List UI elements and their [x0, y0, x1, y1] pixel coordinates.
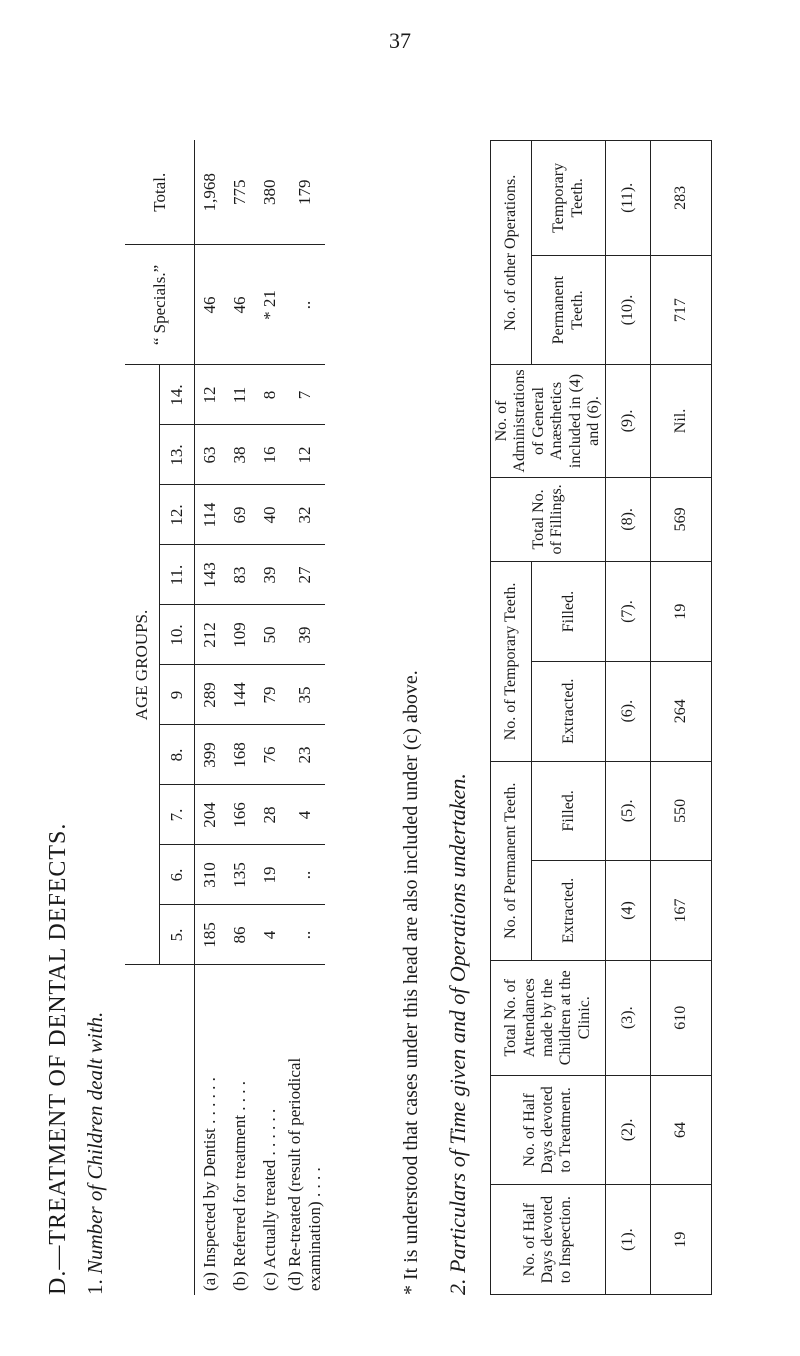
- header-cell: No. of Half Days devoted to Treatment.: [491, 1075, 606, 1185]
- cell: Nil.: [651, 365, 712, 477]
- header-cell: Extracted.: [532, 661, 606, 761]
- table-row: [195, 140, 226, 1295]
- column-number: (8).: [606, 477, 651, 562]
- age-groups-header: AGE GROUPS.: [125, 365, 160, 965]
- cell: 19: [651, 562, 712, 662]
- cell: 27: [285, 545, 325, 605]
- cell: 11: [225, 365, 255, 425]
- header-cell: Temporary Teeth.: [532, 141, 606, 256]
- total-cell: 775: [230, 179, 249, 205]
- subtitle-2-text: Particulars of Time given and of Operations undertaken.: [445, 773, 470, 1273]
- row-label: (b) Referred for treatment . . . .: [225, 965, 255, 1295]
- cell: 4: [285, 785, 325, 845]
- cell: 12: [195, 365, 226, 425]
- header-cell: No. of Half Days devoted to Inspection.: [491, 1185, 606, 1295]
- header-cell: Extracted.: [532, 861, 606, 961]
- column-number: (6).: [606, 661, 651, 761]
- column-number: (4): [606, 861, 651, 961]
- cell: 289: [195, 665, 226, 725]
- column-number: (10).: [606, 255, 651, 365]
- age-header: 5.: [160, 905, 195, 965]
- section-title: D.—TREATMENT OF DENTAL DEFECTS.: [45, 822, 71, 1295]
- age-header: 13.: [160, 425, 195, 485]
- children-dealt-with-table: [125, 140, 325, 1295]
- cell: 23: [285, 725, 325, 785]
- table-row: [225, 140, 255, 1295]
- column-number: (3).: [606, 960, 651, 1075]
- cell: 8: [255, 365, 285, 425]
- header-cell: No. of Administrations of General Anæsthetics included in (4) and (6).: [491, 365, 606, 477]
- cell: 16: [255, 425, 285, 485]
- table-row: [651, 141, 712, 1295]
- cell: 12: [285, 425, 325, 485]
- total-cell: 1,968: [200, 173, 219, 212]
- cell: 569: [651, 477, 712, 562]
- cell: 35: [285, 665, 325, 725]
- specials-header: “ Specials.”: [125, 245, 195, 365]
- group-header: No. of Temporary Teeth.: [491, 562, 532, 761]
- subtitle-1-number: 1.: [83, 1279, 107, 1295]
- header-cell: Filled.: [532, 562, 606, 662]
- specials-cell: 46: [225, 245, 255, 365]
- cell: 135: [225, 845, 255, 905]
- subtitle-2: [445, 55, 471, 1295]
- cell: 167: [651, 861, 712, 961]
- cell: 69: [225, 485, 255, 545]
- column-number: (1).: [606, 1185, 651, 1295]
- cell: 4: [255, 905, 285, 965]
- cell: 717: [651, 255, 712, 365]
- cell: 143: [195, 545, 226, 605]
- subtitle-2-number: 2.: [445, 1278, 470, 1295]
- cell: 40: [255, 485, 285, 545]
- cell: 32: [285, 485, 325, 545]
- row-label: (a) Inspected by Dentist . . . . . .: [195, 965, 226, 1295]
- row-label: (c) Actually treated . . . . . .: [255, 965, 285, 1295]
- cell: 79: [255, 665, 285, 725]
- cell: 399: [195, 725, 226, 785]
- cell: 610: [651, 960, 712, 1075]
- age-header: 7.: [160, 785, 195, 845]
- cell: 19: [651, 1185, 712, 1295]
- row-label-header-blank: [125, 965, 195, 1295]
- cell: 204: [195, 785, 226, 845]
- column-number: (9).: [606, 365, 651, 477]
- cell: ..: [285, 905, 325, 965]
- age-header: 6.: [160, 845, 195, 905]
- cell: 185: [195, 905, 226, 965]
- age-header: 12.: [160, 485, 195, 545]
- age-header: 14.: [160, 365, 195, 425]
- cell: 63: [195, 425, 226, 485]
- group-header: No. of other Operations.: [491, 141, 532, 365]
- age-header: 8.: [160, 725, 195, 785]
- row-label: (d) Re-treated (result of periodical examination) . . . .: [285, 965, 325, 1295]
- total-cell: 179: [295, 179, 314, 205]
- header-cell: Total No. of Fillings.: [491, 477, 606, 562]
- cell: 39: [285, 605, 325, 665]
- cell: 19: [255, 845, 285, 905]
- cell: 212: [195, 605, 226, 665]
- cell: 109: [225, 605, 255, 665]
- age-header: 11.: [160, 545, 195, 605]
- subtitle-1-text: Number of Children dealt with.: [83, 1011, 107, 1274]
- table-row: [255, 140, 285, 1295]
- specials-cell: 46: [195, 245, 226, 365]
- age-header: 10.: [160, 605, 195, 665]
- cell: 114: [195, 485, 226, 545]
- footnote: * It is understood that cases under this head are also included under (c) above.: [400, 670, 422, 1295]
- cell: 86: [225, 905, 255, 965]
- cell: 7: [285, 365, 325, 425]
- cell: 64: [651, 1075, 712, 1185]
- header-cell: Total No. of Attendances made by the Children at the Clinic.: [491, 960, 606, 1075]
- column-number: (5).: [606, 761, 651, 861]
- cell: 38: [225, 425, 255, 485]
- cell: 168: [225, 725, 255, 785]
- age-header: 9: [160, 665, 195, 725]
- page-number: 37: [389, 28, 411, 53]
- cell: 76: [255, 725, 285, 785]
- specials-cell: ..: [285, 245, 325, 365]
- total-cell: 380: [260, 179, 279, 205]
- cell: 283: [651, 141, 712, 256]
- cell: 50: [255, 605, 285, 665]
- cell: 39: [255, 545, 285, 605]
- total-header: Total.: [125, 140, 195, 245]
- cell: 550: [651, 761, 712, 861]
- subtitle-1: [83, 55, 108, 1295]
- header-cell: Permanent Teeth.: [532, 255, 606, 365]
- specials-cell: * 21: [255, 245, 285, 365]
- cell: ..: [285, 845, 325, 905]
- column-number: (11).: [606, 141, 651, 256]
- rotated-page-content: [45, 55, 755, 1295]
- group-header: No. of Permanent Teeth.: [491, 761, 532, 960]
- column-number: (7).: [606, 562, 651, 662]
- cell: 166: [225, 785, 255, 845]
- column-number-row: [606, 141, 651, 1295]
- cell: 144: [225, 665, 255, 725]
- header-cell: Filled.: [532, 761, 606, 861]
- cell: 264: [651, 661, 712, 761]
- cell: 28: [255, 785, 285, 845]
- operations-table: [490, 140, 712, 1295]
- column-number: (2).: [606, 1075, 651, 1185]
- table-row: [285, 140, 325, 1295]
- cell: 310: [195, 845, 226, 905]
- cell: 83: [225, 545, 255, 605]
